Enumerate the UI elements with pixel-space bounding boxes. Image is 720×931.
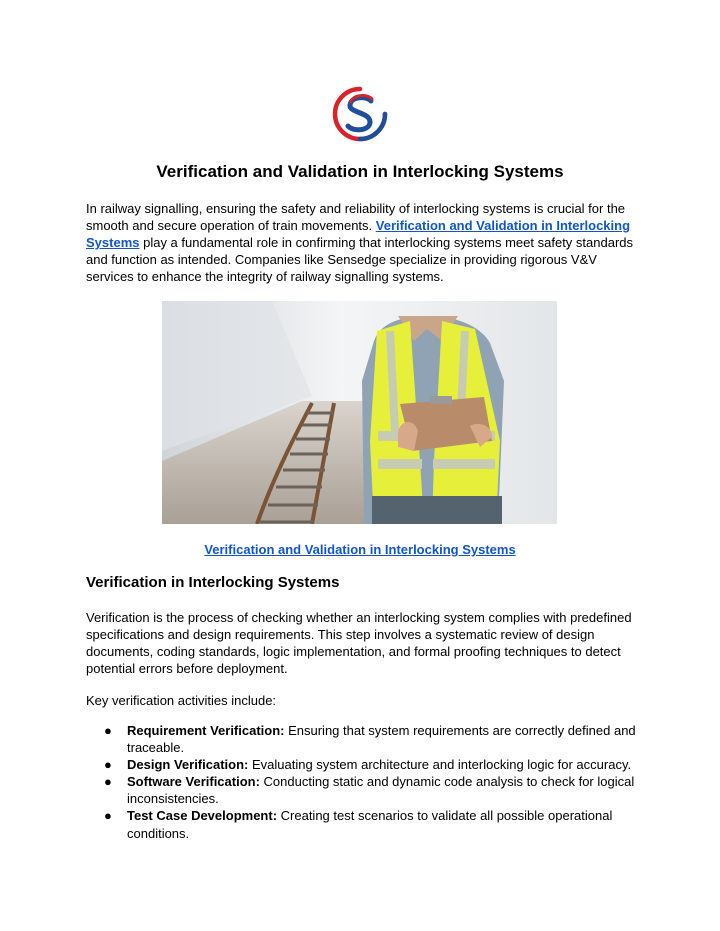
- intro-vv-link[interactable]: Verification and Validation in Interlocking Systems: [86, 218, 631, 251]
- verification-paragraph: Verification is the process of checking whether an interlocking system complies with predefined specifications and design requirements. This step involves a systematic review of design documents, coding standards, logic implementation, and formal proofing techniques to detect potential errors before deployment.: [86, 610, 632, 677]
- key-activities-intro: Key verification activities include:: [86, 693, 277, 708]
- list-item-term: Software Verification:: [127, 774, 260, 790]
- railway-inspector-photo: [162, 301, 557, 524]
- list-item-term: Design Verification:: [127, 757, 249, 773]
- list-item-text: Ensuring that system requirements are correctly defined and traceable.: [127, 723, 636, 756]
- intro-paragraph: [86, 200, 646, 285]
- bullet-icon: ●: [104, 757, 112, 773]
- list-item-text: Creating test scenarios to validate all possible operational conditions.: [127, 808, 613, 841]
- list-item: [86, 807, 646, 841]
- list-item-text: Evaluating system architecture and interlocking logic for accuracy.: [248, 757, 632, 773]
- intro-text-after: play a fundamental role in confirming that interlocking systems meet safety standards and function as intended. Companies like Sensedge specialize in providing rigorous V&V services to enhance the integrity of railway signalling systems.: [86, 235, 634, 285]
- list-item: [86, 773, 646, 807]
- list-item: [86, 722, 646, 756]
- list-item: [86, 756, 646, 773]
- bullet-icon: ●: [104, 723, 112, 738]
- list-item-term: Test Case Development:: [127, 808, 278, 824]
- page-title: Verification and Validation in Interlocking Systems: [156, 162, 564, 181]
- image-caption: [0, 542, 720, 557]
- section-heading: Verification in Interlocking Systems: [86, 574, 340, 591]
- bullet-icon: ●: [104, 774, 112, 790]
- railway-inspector-illustration: [162, 301, 557, 524]
- inspector-figure: [362, 316, 504, 524]
- caption-vv-link[interactable]: Verification and Validation in Interlocking Systems: [204, 542, 516, 557]
- list-item-term: Requirement Verification:: [127, 723, 285, 738]
- verification-activities-list: [86, 722, 646, 842]
- sensedge-logo: [331, 86, 389, 142]
- list-item-text: Conducting static and dynamic code analysis to check for logical inconsistencies.: [127, 774, 635, 807]
- intro-text-before: In railway signalling, ensuring the safety and reliability of interlocking systems is crucial for the smooth and secure operation of train movements.: [86, 201, 626, 234]
- bullet-icon: ●: [104, 808, 112, 824]
